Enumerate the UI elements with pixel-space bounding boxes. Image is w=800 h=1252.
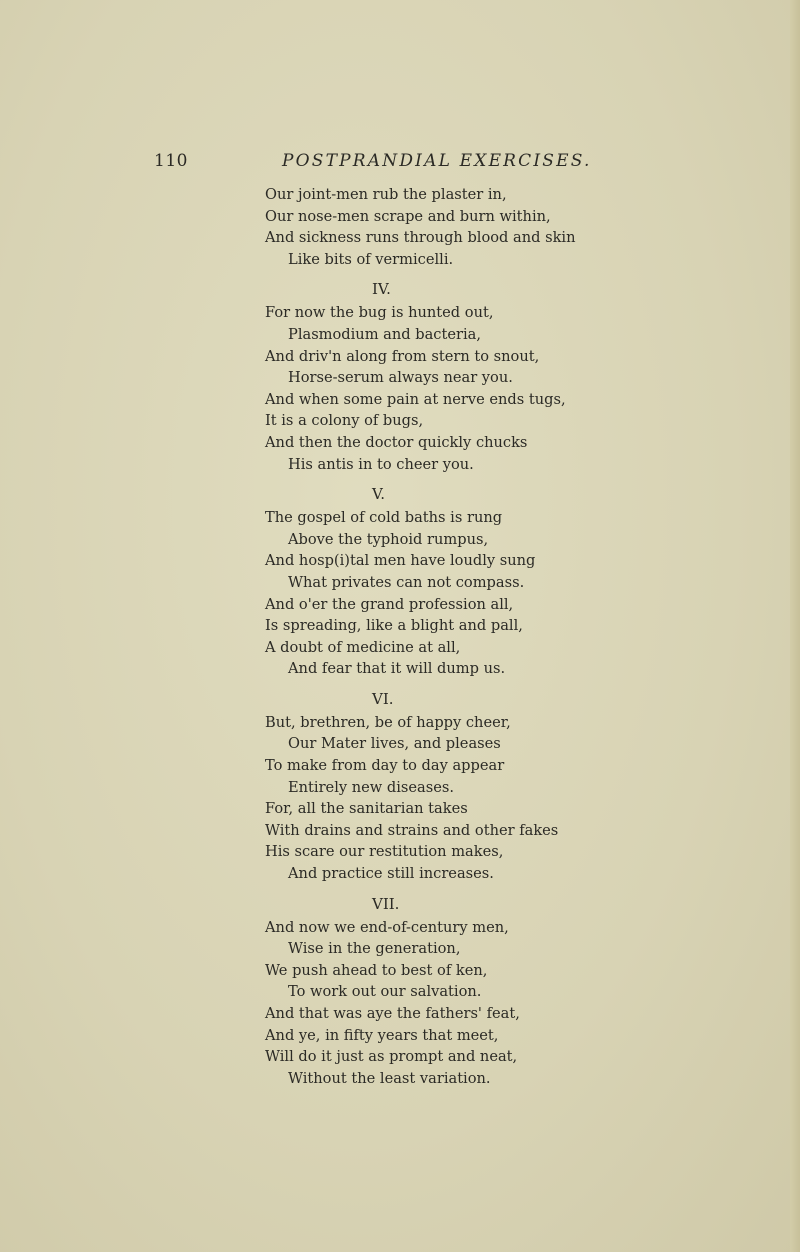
poem-line: And hosp(i)tal men have loudly sung — [265, 552, 536, 570]
poem-line: Like bits of vermicelli. — [288, 250, 454, 268]
stanza-heading: V. — [372, 485, 385, 504]
poem-line: For, all the sanitarian takes — [265, 800, 468, 818]
poem-line: And o'er the grand profession all, — [265, 595, 514, 613]
stanza-vii — [265, 893, 785, 1090]
poem-line: Our nose-men scrape and burn within, — [265, 207, 551, 225]
stanza-v — [265, 483, 785, 680]
poem-line: And now we end-of-century men, — [265, 918, 509, 936]
page-header-title: POSTPRANDIAL EXERCISES. — [282, 151, 592, 171]
poem-line: Our Mater lives, and pleases — [288, 735, 501, 753]
poem-line: The gospel of cold baths is rung — [265, 509, 503, 527]
poem-line: We push ahead to best of ken, — [265, 961, 488, 979]
poem-line: And that was aye the fathers' feat, — [265, 1005, 520, 1022]
stanza-heading: VII. — [372, 894, 400, 913]
poem-line: And practice still increases. — [288, 865, 494, 883]
poem-body — [265, 184, 785, 1089]
poem-line: Plasmodium and bacteria, — [288, 325, 481, 343]
poem-line: To work out our salvation. — [288, 983, 482, 1001]
stanza-iv — [265, 278, 785, 475]
poem-line: Will do it just as prompt and neat, — [265, 1048, 518, 1066]
poem-line: And driv'n along from stern to snout, — [265, 347, 540, 365]
poem-line: And then the doctor quickly chucks — [265, 433, 528, 451]
poem-line: His antis in to cheer you. — [288, 455, 474, 473]
poem-line: Is spreading, like a blight and pall, — [265, 617, 523, 635]
running-head — [0, 151, 800, 173]
poem-line: With drains and strains and other fakes — [265, 821, 559, 839]
poem-line: What privates can not compass. — [288, 573, 525, 591]
poem-line: And sickness runs through blood and skin — [265, 229, 576, 247]
poem-line: And fear that it will dump us. — [288, 660, 506, 678]
page-edge-shadow — [790, 0, 800, 1252]
poem-line: Without the least variation. — [288, 1069, 491, 1087]
poem-line: A doubt of medicine at all, — [265, 638, 461, 656]
stanza-vi — [265, 688, 785, 885]
poem-line: But, brethren, be of happy cheer, — [265, 713, 511, 731]
poem-line: And when some pain at nerve ends tugs, — [265, 390, 566, 408]
poem-line: His scare our restitution makes, — [265, 843, 504, 861]
poem-line: Our joint-men rub the plaster in, — [265, 186, 507, 203]
poem-line: It is a colony of bugs, — [265, 412, 424, 430]
stanza-iii-continued — [265, 184, 785, 270]
poem-line: And ye, in fifty years that meet, — [265, 1026, 499, 1044]
poem-line: Wise in the generation, — [288, 940, 461, 958]
stanza-heading: IV. — [372, 280, 391, 299]
poem-line: To make from day to day appear — [265, 757, 505, 775]
page-number: 110 — [154, 151, 188, 171]
poem-line: Entirely new diseases. — [288, 778, 455, 796]
stanza-heading: VI. — [372, 689, 394, 708]
poem-line: For now the bug is hunted out, — [265, 304, 494, 322]
poem-line: Above the typhoid rumpus, — [288, 530, 489, 548]
poem-line: Horse-serum always near you. — [288, 369, 513, 387]
